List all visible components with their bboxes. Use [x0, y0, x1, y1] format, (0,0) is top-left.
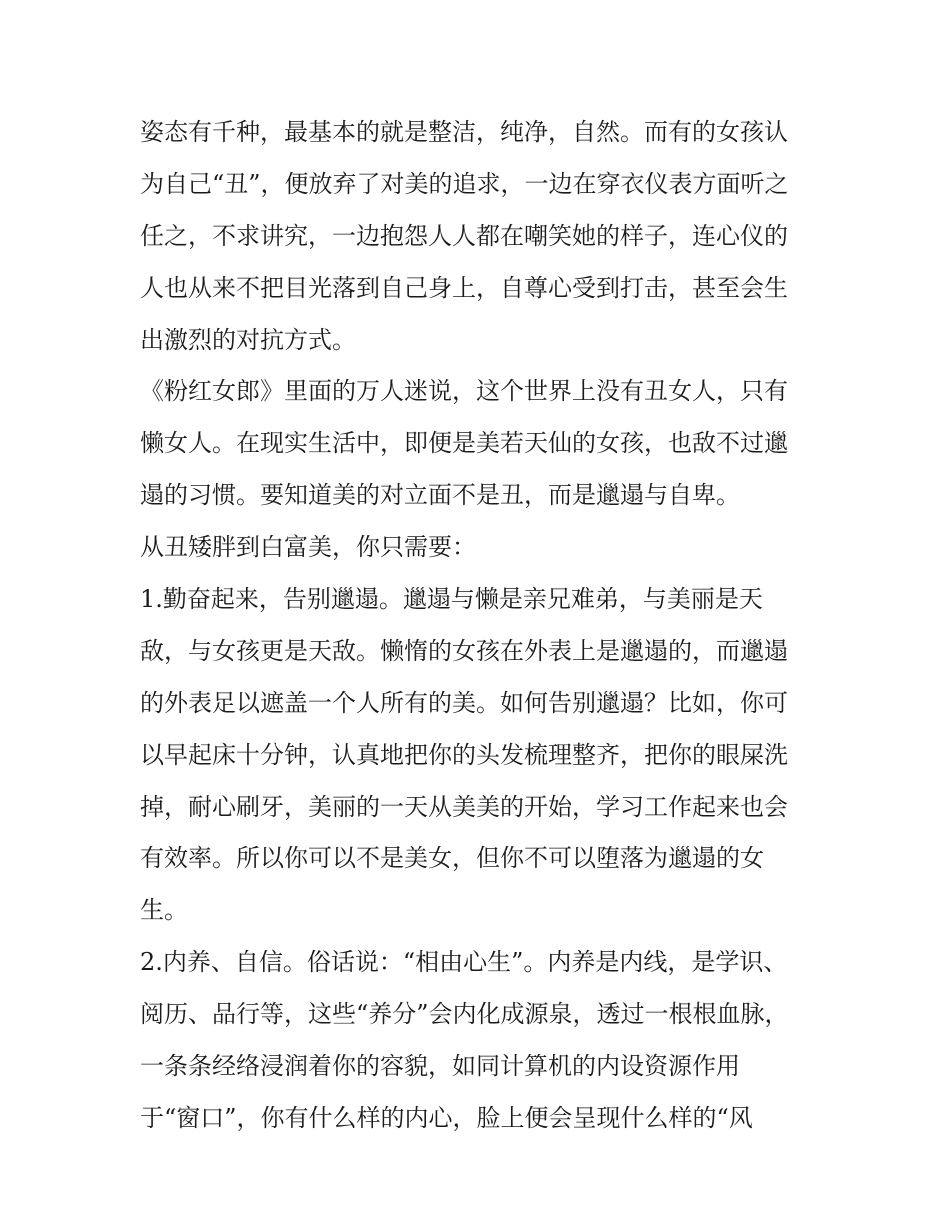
text-line: 1.勤奋起来，告别邋遢。邋遢与懒是亲兄难弟，与美丽是天 [140, 585, 763, 614]
text-line: 以早起床十分钟，认真地把你的头发梳理整齐，把你的眼屎洗 [140, 740, 788, 769]
text-line: 有效率。所以你可以不是美女，但你不可以堕落为邋遢的女 [140, 844, 764, 873]
text-line: 出激烈的对抗方式。 [140, 325, 356, 354]
text-line: 遢的习惯。要知道美的对立面不是丑，而是邋遢与自卑。 [140, 481, 740, 510]
text-line: 于“窗口”，你有什么样的内心，脸上便会呈现什么样的“风 [140, 1103, 753, 1132]
text-line: 2.内养、自信。俗话说：“相由心生”。内养是内线，是学识、 [140, 948, 788, 977]
text-line: 掉，耐心刷牙，美丽的一天从美美的开始，学习工作起来也会 [140, 792, 788, 821]
text-line: 懒女人。在现实生活中，即便是美若天仙的女孩，也敌不过邋 [140, 429, 788, 458]
text-line: 的外表足以遮盖一个人所有的美。如何告别邋遢？比如，你可 [140, 688, 788, 717]
text-line: 任之，不求讲究，一边抱怨人人都在嘲笑她的样子，连心仪的 [140, 221, 788, 250]
text-line: 人也从来不把目光落到自己身上，自尊心受到打击，甚至会生 [140, 273, 788, 302]
text-line: 生。 [140, 896, 188, 925]
text-line: 从丑矮胖到白富美，你只需要： [140, 533, 476, 562]
text-line: 一条条经络浸润着你的容貌，如同计算机的内设资源作用 [140, 1052, 740, 1081]
text-line: 阅历、品行等，这些“养分”会内化成源泉，透过一根根血脉， [140, 1000, 789, 1029]
text-line: 《粉红女郎》里面的万人迷说，这个世界上没有丑女人，只有 [140, 377, 788, 406]
text-line: 姿态有千种，最基本的就是整洁，纯净，自然。而有的女孩认 [140, 118, 788, 146]
body-text [140, 107, 820, 1145]
text-line: 为自己“丑”，便放弃了对美的追求，一边在穿衣仪表方面听之 [140, 169, 789, 198]
text-line: 敌，与女孩更是天敌。懒惰的女孩在外表上是邋遢的，而邋遢 [140, 636, 788, 665]
